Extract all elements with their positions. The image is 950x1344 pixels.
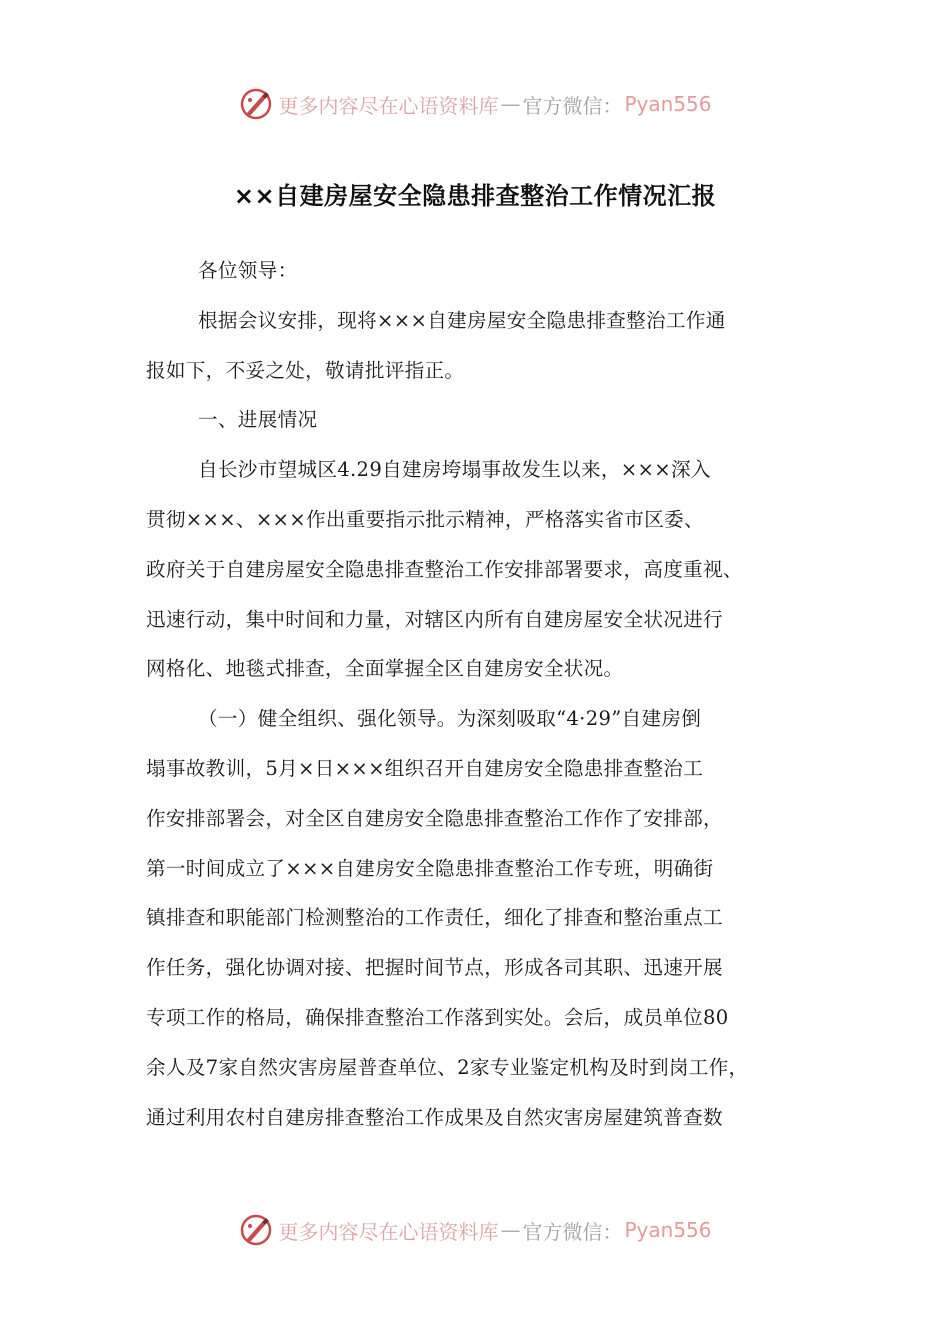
body-line: 报如下，不妥之处，敬请批评指正。	[146, 358, 465, 382]
body-line: 余人及7家自然灾害房屋普查单位、2家专业鉴定机构及时到岗工作，	[146, 1055, 749, 1079]
body-line: （一）健全组织、强化领导。为深刻吸取“4·29”自建房倒	[198, 707, 702, 731]
body-line: 一、进展情况	[198, 408, 318, 432]
body-line: 作安排部署会，对全区自建房安全隐患排查整治工作作了安排部，	[146, 806, 723, 830]
footer-banner	[0, 1210, 950, 1250]
body-line: 网格化、地毯式排查，全面掌握全区自建房安全状况。	[146, 657, 624, 681]
banner-wechat-label: 官方微信：	[522, 93, 623, 118]
body-line: 各位领导：	[198, 259, 298, 282]
document-title: ××自建房屋安全隐患排查整治工作情况汇报	[233, 182, 717, 210]
body-line: 镇排查和职能部门检测整治的工作责任，细化了排查和整治重点工	[146, 906, 723, 930]
banner-wechat-id: Pyan556	[624, 1218, 712, 1242]
banner-dash: —	[500, 1218, 521, 1242]
pen-seal-icon	[238, 86, 274, 122]
body-line: 通过利用农村自建房排查整治工作成果及自然灾害房屋建筑普查数	[146, 1105, 723, 1129]
banner-dash: —	[500, 92, 521, 116]
body-line: 贯彻×××、×××作出重要指示批示精神，严格落实省市区委、	[146, 507, 704, 531]
body-line: 作任务，强化协调对接、把握时间节点，形成各司其职、迅速开展	[146, 956, 723, 980]
document-body	[146, 246, 822, 1142]
body-line: 自长沙市望城区4.29自建房垮塌事故发生以来，×××深入	[198, 458, 711, 482]
pen-seal-icon	[238, 1212, 274, 1248]
banner-wechat-label: 官方微信：	[522, 1219, 623, 1244]
banner-text: 更多内容尽在心语资料库	[278, 93, 499, 118]
header-banner	[0, 84, 950, 124]
body-line: 第一时间成立了×××自建房安全隐患排查整治工作专班，明确街	[146, 856, 714, 880]
body-line: 政府关于自建房屋安全隐患排查整治工作安排部署要求，高度重视、	[146, 557, 743, 581]
banner-text: 更多内容尽在心语资料库	[278, 1219, 499, 1244]
banner-wechat-id: Pyan556	[624, 92, 712, 116]
body-line: 塌事故教训，5月×日×××组织召开自建房安全隐患排查整治工	[146, 756, 704, 780]
body-line: 专项工作的格局，确保排查整治工作落到实处。会后，成员单位80	[146, 1005, 729, 1029]
body-line: 根据会议安排，现将×××自建房屋安全隐患排查整治工作通	[198, 308, 726, 332]
body-line: 迅速行动，集中时间和力量，对辖区内所有自建房屋安全状况进行	[146, 607, 723, 631]
